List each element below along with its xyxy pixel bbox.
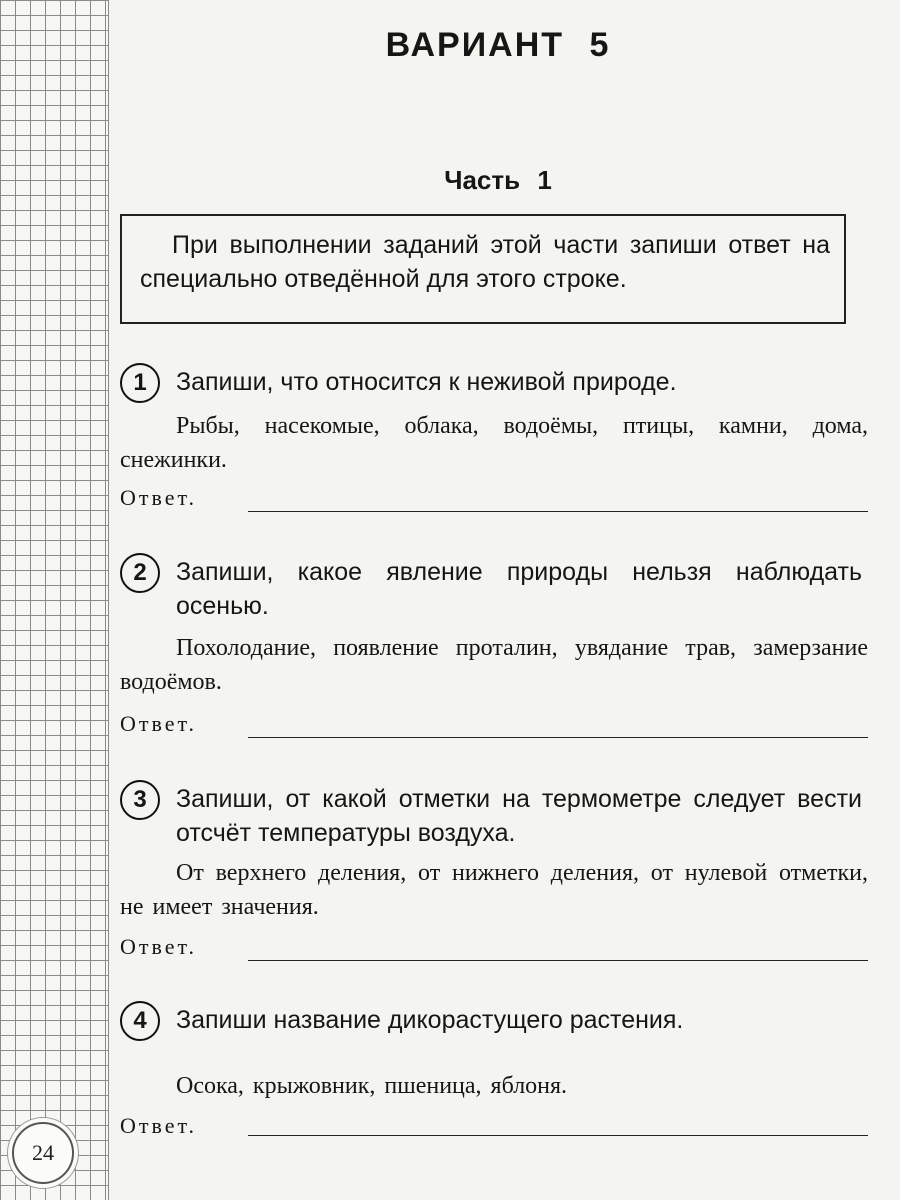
task-question: Запиши, какое явление природы нельзя наблюдать осенью. (176, 558, 862, 620)
task-options: От верхнего деления, от нижнего деления, от нулевой отметки, не имеет значения. (120, 860, 868, 920)
answer-line[interactable] (248, 1135, 868, 1136)
task-question: Запиши, что относится к неживой природе. (176, 368, 677, 396)
answer-label: Ответ. (120, 485, 197, 510)
task-question: Запиши, от какой отметки на термометре следует вести отсчёт температуры воздуха. (176, 785, 862, 847)
task-options: Рыбы, насекомые, облака, водоёмы, птицы, камни, дома, снежинки. (120, 413, 868, 473)
instruction-text: При выполнении заданий этой части запиши ответ на специально отведённой для этого строке. (140, 231, 830, 293)
instruction-box (120, 214, 846, 324)
task-number-badge: 4 (120, 1001, 160, 1041)
task-number-badge: 3 (120, 780, 160, 820)
answer-line[interactable] (248, 737, 868, 738)
answer-line[interactable] (248, 511, 868, 512)
task-number-badge: 1 (120, 363, 160, 403)
part-title: Часть 1 (444, 165, 552, 195)
task-options: Похолодание, появление проталин, увядание трав, замерзание водоёмов. (120, 635, 868, 695)
answer-label: Ответ. (120, 934, 197, 959)
answer-line[interactable] (248, 960, 868, 961)
answer-label: Ответ. (120, 1113, 197, 1138)
task-number-badge: 2 (120, 553, 160, 593)
grid-margin (0, 0, 109, 1200)
variant-title: ВАРИАНТ 5 (385, 26, 611, 64)
task-options: Осока, крыжовник, пшеница, яблоня. (176, 1073, 568, 1099)
page-content (118, 0, 878, 1200)
answer-label: Ответ. (120, 711, 197, 736)
page-number: 24 (12, 1122, 74, 1184)
task-question: Запиши название дикорастущего растения. (176, 1006, 684, 1034)
